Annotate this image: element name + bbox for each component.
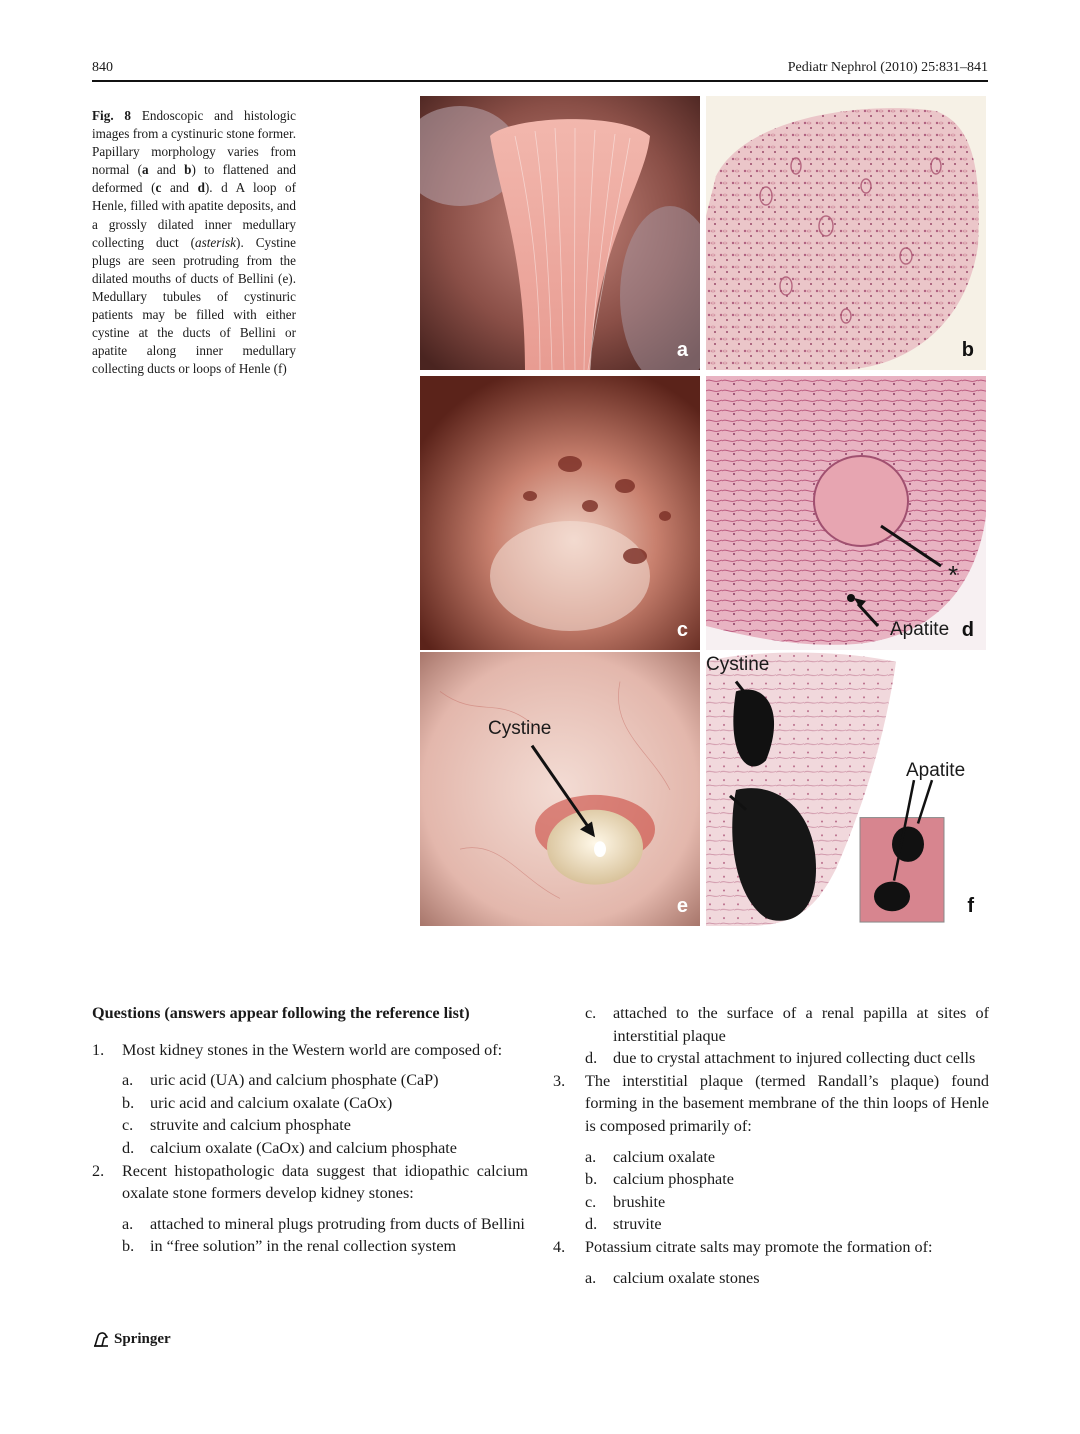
option (553, 1002, 989, 1047)
option-letter: a. (585, 1147, 597, 1166)
panel-c-image (420, 376, 700, 650)
option (553, 1191, 989, 1214)
option-letter: c. (122, 1116, 134, 1135)
panel-c-endoscopic-papilla (420, 376, 700, 650)
option (553, 1267, 989, 1290)
publisher-name: Springer (114, 1330, 171, 1347)
panel-d-image (706, 376, 986, 650)
option-text: calcium oxalate stones (613, 1268, 760, 1287)
option (92, 1235, 528, 1258)
publisher-logo (92, 1330, 171, 1348)
option-text: in “free solution” in the renal collection system (150, 1237, 457, 1256)
caption-text-4: ). Cystine plugs are seen protruding from the dilated mouths of ducts of Bellini (e). Medullary tubules of cystinuric patients may be filled with either cystine at the ducts of Bellini or apatite along inner medullary collecting ducts or loops of Henle (f) (92, 234, 296, 377)
panel-a-image (420, 96, 700, 370)
option-letter: c. (585, 1192, 597, 1211)
option-text: uric acid and calcium oxalate (CaOx) (150, 1093, 393, 1112)
annotation-apatite-f: Apatite (906, 760, 966, 781)
option-letter: b. (122, 1093, 135, 1112)
option-text: struvite (613, 1215, 662, 1234)
figure-8 (420, 96, 988, 932)
panel-label-e: e (676, 895, 688, 917)
option-text: attached to the surface of a renal papilla at sites of interstitial plaque (613, 1004, 989, 1045)
journal-citation: Pediatr Nephrol (2010) 25:831–841 (787, 60, 988, 75)
option (92, 1092, 528, 1115)
question-1 (92, 1039, 528, 1062)
question-text: Potassium citrate salts may promote the formation of: (585, 1237, 933, 1256)
springer-horse-icon (92, 1330, 110, 1348)
option-text: uric acid (UA) and calcium phosphate (CaP) (150, 1071, 439, 1090)
question-number: 1. (92, 1040, 105, 1059)
option-letter: a. (122, 1214, 134, 1233)
annotation-apatite-d: Apatite (890, 619, 950, 640)
option-letter: a. (585, 1268, 597, 1287)
option-text: attached to mineral plugs protruding from ducts of Bellini (150, 1214, 525, 1233)
questions-column-right (553, 1002, 989, 1289)
page-number: 840 (92, 60, 113, 75)
running-header (92, 58, 988, 82)
option-text: calcium oxalate (CaOx) and calcium phosphate (150, 1138, 457, 1157)
panel-b-image (706, 96, 986, 370)
question-4-options (553, 1267, 989, 1290)
option-letter: b. (122, 1237, 135, 1256)
option-letter: d. (585, 1049, 598, 1068)
caption-ref-d: d (197, 180, 205, 196)
panel-a-endoscopic-papilla (420, 96, 700, 370)
question-1-options (92, 1069, 528, 1159)
figure-label: Fig. 8 (92, 108, 132, 123)
panel-label-d: d (961, 619, 974, 641)
option (553, 1146, 989, 1169)
option (92, 1114, 528, 1137)
option-text: calcium phosphate (613, 1170, 734, 1189)
caption-and-2: and (161, 180, 198, 196)
questions-column-left (92, 1002, 528, 1258)
panel-b-histology (706, 96, 986, 370)
option (553, 1213, 989, 1236)
panel-label-a: a (676, 339, 688, 361)
figure-caption (92, 107, 296, 378)
panel-f-image (706, 652, 986, 926)
panel-e-endoscopic-cystine (420, 652, 700, 926)
annotation-cystine-e: Cystine (488, 718, 552, 739)
question-number: 2. (92, 1161, 105, 1180)
questions-heading: Questions (answers appear following the reference list) (92, 1004, 470, 1022)
panel-label-c: c (676, 619, 688, 641)
option (92, 1213, 528, 1236)
panel-label-b: b (961, 339, 974, 361)
option (553, 1047, 989, 1070)
option-letter: a. (122, 1071, 134, 1090)
question-2-options (92, 1213, 528, 1258)
question-text: Recent histopathologic data suggest that idiopathic calcium oxalate stone formers develop kidney stones: (122, 1161, 528, 1203)
panel-e-image (420, 652, 700, 926)
caption-and-1: and (148, 162, 185, 178)
caption-text-1: Endoscopic and histologic images from a cystinuric stone former. Papillary morphology varies from normal ( (92, 108, 296, 178)
option-text: brushite (613, 1192, 666, 1211)
question-2-options-continued (553, 1002, 989, 1070)
panel-label-f: f (967, 895, 974, 917)
option-text: calcium oxalate (613, 1147, 716, 1166)
caption-ref-b: b (184, 162, 192, 178)
question-2 (92, 1160, 528, 1205)
option (92, 1137, 528, 1160)
option-letter: c. (585, 1004, 597, 1022)
question-text: The interstitial plaque (termed Randall’s plaque) found forming in the basement membrane of the thin loops of Henle is composed primarily of: (585, 1071, 989, 1135)
caption-ref-c: c (155, 180, 162, 196)
annotation-asterisk: * (948, 560, 959, 590)
option (553, 1168, 989, 1191)
option-letter: d. (122, 1138, 135, 1157)
option-letter: b. (585, 1170, 598, 1189)
caption-asterisk: asterisk (195, 234, 237, 250)
caption-text-3: ). d A loop of Henle, filled with apatite deposits, and a grossly dilated inner medullary collecting duct ( (92, 180, 296, 250)
option (92, 1069, 528, 1092)
question-text: Most kidney stones in the Western world are composed of: (122, 1040, 503, 1059)
option-letter: d. (585, 1215, 598, 1234)
question-number: 3. (553, 1071, 566, 1090)
option-text: due to crystal attachment to injured collecting duct cells (613, 1049, 976, 1068)
panel-f-histology (706, 652, 986, 926)
question-3 (553, 1070, 989, 1138)
caption-ref-a: a (142, 162, 149, 178)
option-text: struvite and calcium phosphate (150, 1116, 351, 1135)
caption-text-2: ) to flattened and deformed ( (92, 162, 297, 196)
annotation-cystine-f: Cystine (706, 654, 770, 675)
panel-d-histology (706, 376, 986, 650)
question-number: 4. (553, 1237, 566, 1256)
question-4 (553, 1236, 989, 1259)
question-3-options (553, 1146, 989, 1236)
